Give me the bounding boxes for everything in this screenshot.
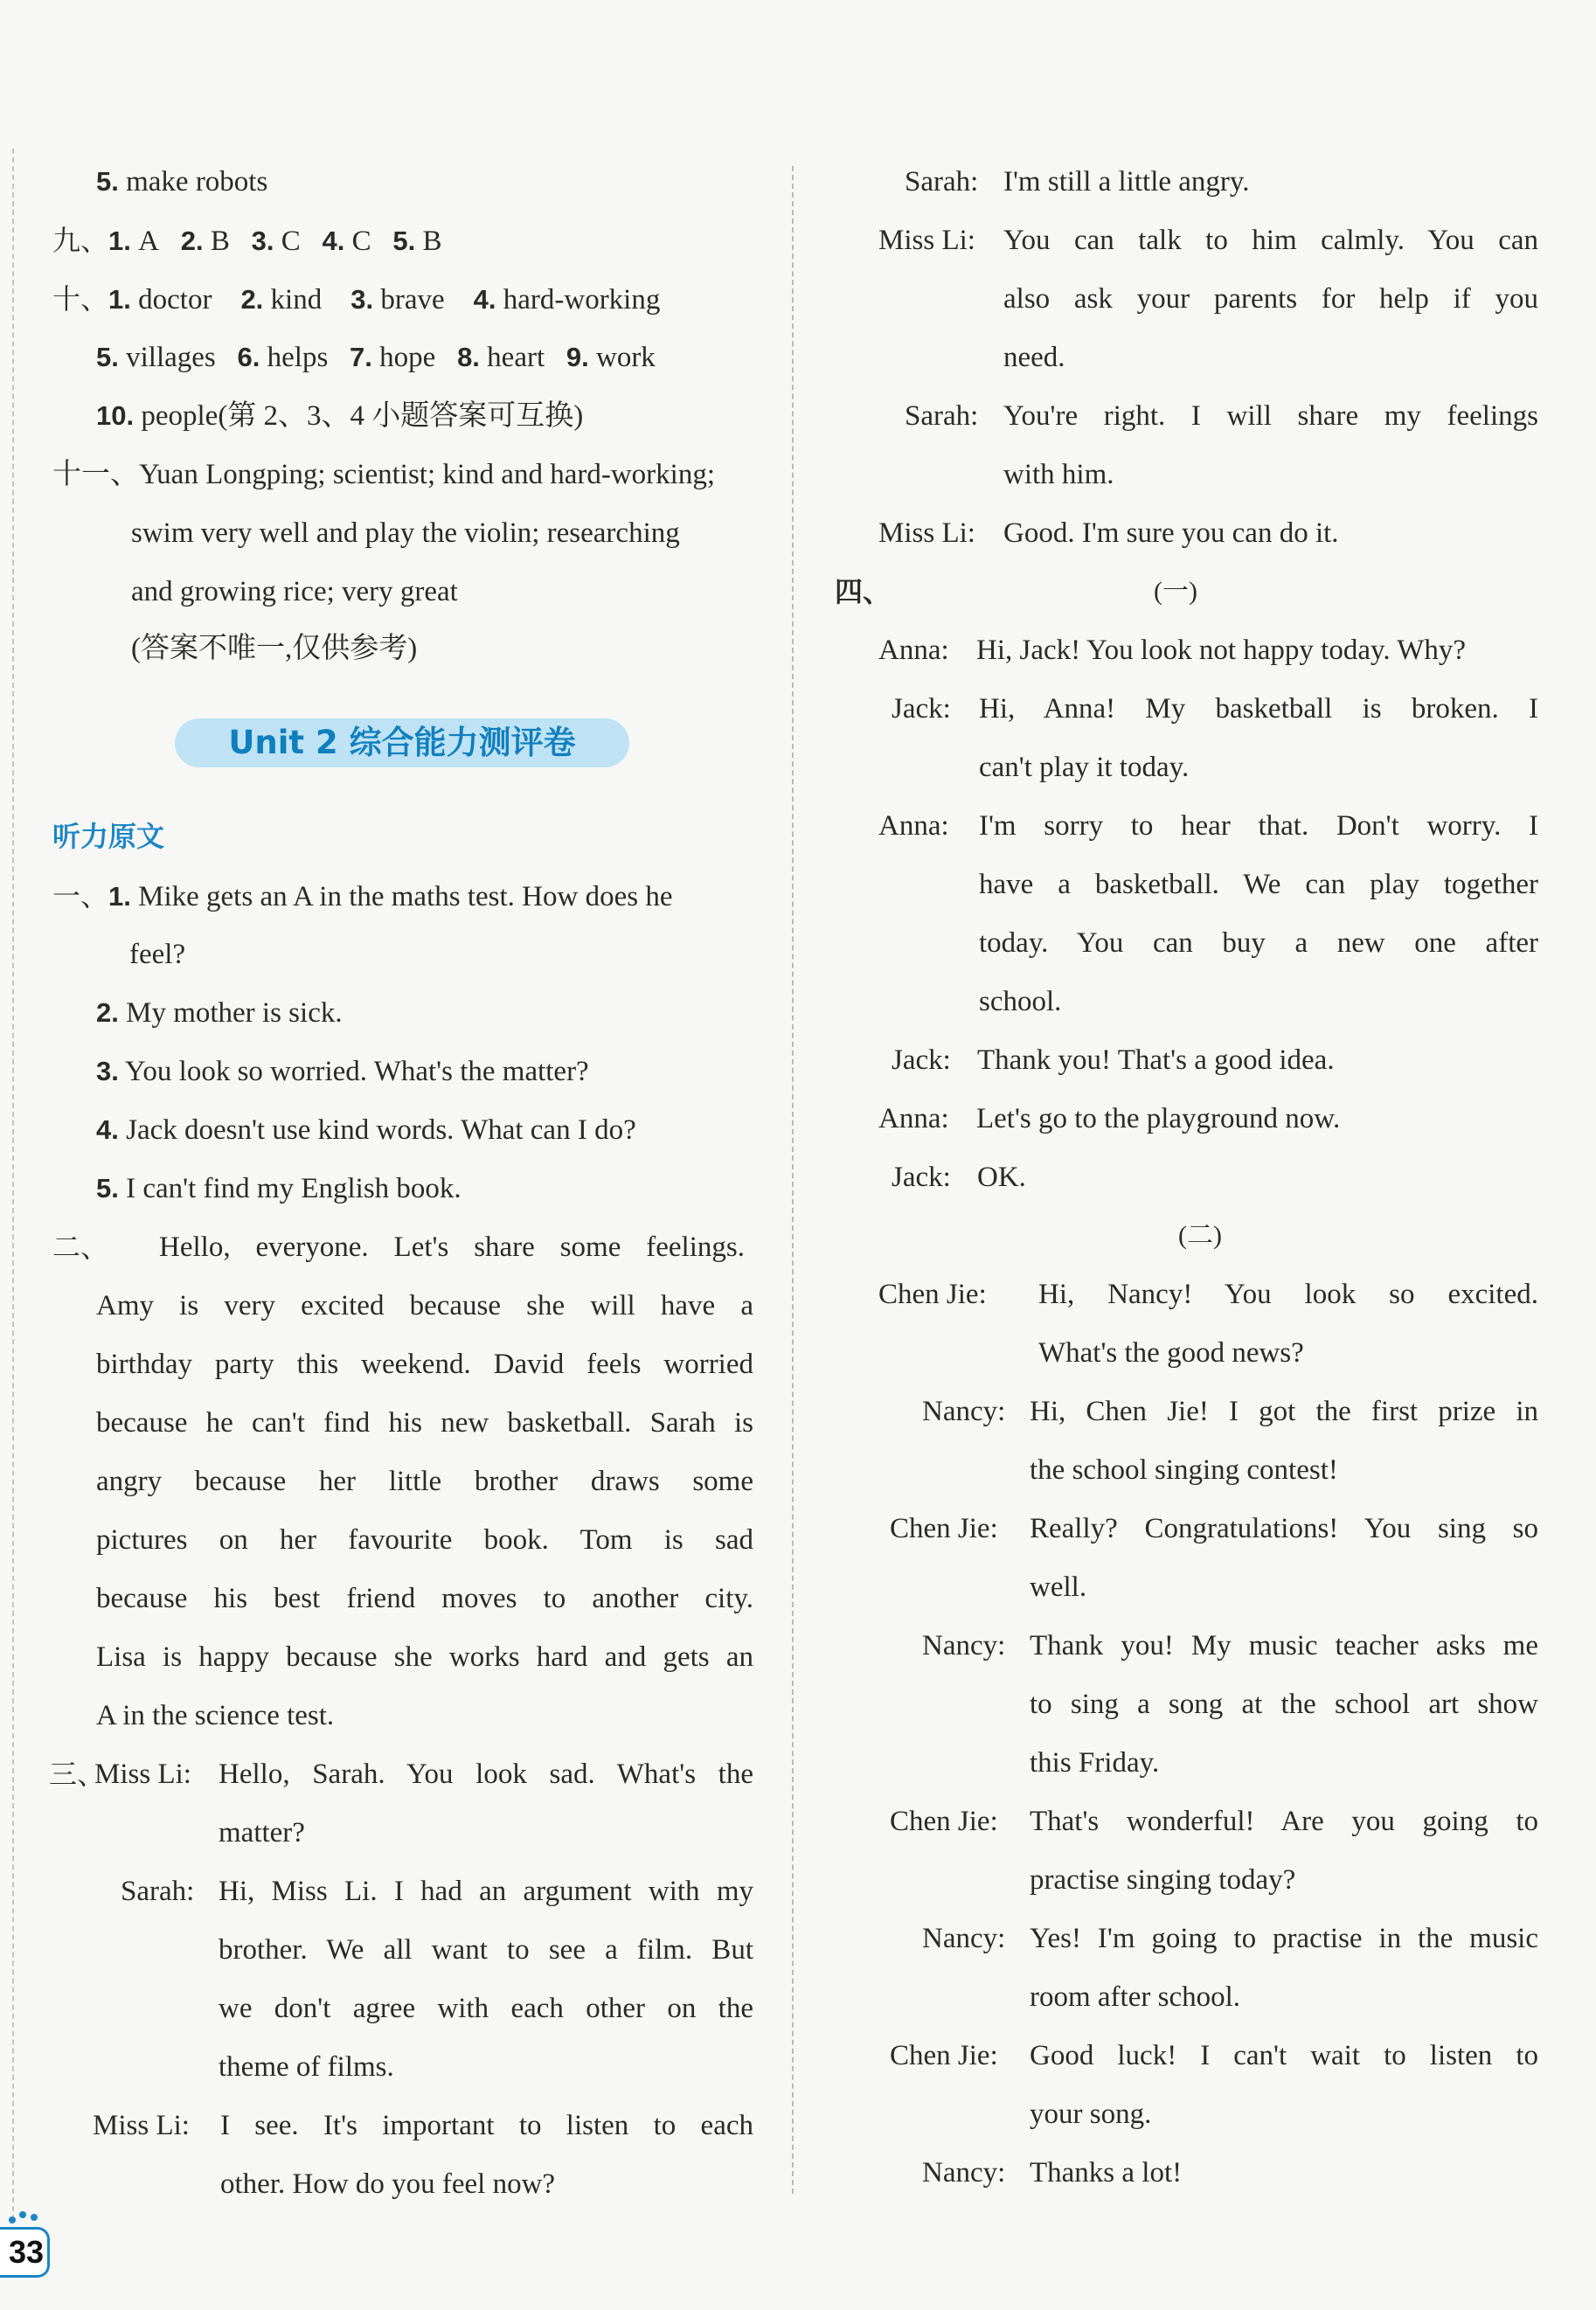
item-number: 2. bbox=[180, 225, 204, 256]
question-line bbox=[96, 1111, 636, 1149]
speaker: Miss Li: bbox=[878, 225, 975, 256]
dialogue-text: Hi, Anna! My basketball is broken. I bbox=[979, 693, 1538, 725]
dialogue-text: I'm sorry to hear that. Don't worry. I bbox=[979, 810, 1538, 842]
dialogue-line bbox=[1003, 221, 1538, 260]
dialogue-text: brother. We all want to see a film. But bbox=[219, 1934, 753, 1966]
speaker: Nancy: bbox=[922, 1396, 1006, 1427]
speaker: Miss Li: bbox=[93, 2110, 190, 2141]
dialogue-line bbox=[219, 1755, 753, 1793]
answer-line bbox=[96, 163, 267, 201]
dialogue-line: can't play it today. bbox=[979, 752, 1190, 783]
passage-text: Amy is very excited because she will have a bbox=[96, 1290, 753, 1321]
dialogue-line: room after school. bbox=[1030, 1981, 1241, 2013]
question-line: feel? bbox=[129, 939, 186, 970]
speaker: Nancy: bbox=[922, 1630, 1006, 1661]
section-marker: 四、 bbox=[835, 575, 892, 608]
dialogue-line: What's the good news? bbox=[1038, 1337, 1304, 1369]
item-number: 1. bbox=[108, 881, 131, 912]
speaker: Jack: bbox=[892, 1162, 951, 1193]
speaker: Nancy: bbox=[922, 2157, 1006, 2189]
page-number-decoration bbox=[5, 2208, 44, 2225]
speaker: Miss Li: bbox=[878, 517, 975, 549]
unit-banner: Unit 2 综合能力测评卷 bbox=[175, 718, 629, 767]
item-number: 2. bbox=[96, 997, 119, 1028]
passage-text: because he can't find his new basketball. Sarah is bbox=[96, 1407, 753, 1439]
dialogue-text: also ask your parents for help if you bbox=[1003, 283, 1538, 315]
item-number: 6. bbox=[237, 342, 260, 372]
answer-line bbox=[52, 221, 441, 260]
answer-text: B bbox=[203, 225, 230, 257]
dialogue-text: Good luck! I can't wait to listen to bbox=[1030, 2040, 1538, 2071]
dialogue-text: You're right. I will share my feelings bbox=[1003, 400, 1538, 432]
speaker: Sarah: bbox=[905, 166, 979, 198]
dialogue-line bbox=[979, 865, 1538, 904]
passage-line bbox=[96, 1345, 753, 1384]
page-number: 33 bbox=[0, 2227, 50, 2278]
item-number: 3. bbox=[251, 225, 274, 256]
dialogue-line: matter? bbox=[219, 1817, 305, 1849]
speaker: Nancy: bbox=[922, 1923, 1006, 1954]
question-line bbox=[96, 994, 343, 1032]
item-number: 10. bbox=[96, 400, 135, 431]
answer-text: C bbox=[274, 225, 301, 257]
dialogue-line bbox=[1038, 1275, 1538, 1314]
column-divider bbox=[792, 166, 794, 2194]
dialogue-line: Hi, Jack! You look not happy today. Why? bbox=[976, 635, 1467, 666]
page-edge-divider bbox=[12, 149, 14, 2220]
item-number: 1. bbox=[108, 225, 131, 256]
answer-text: make robots bbox=[118, 166, 268, 198]
answer-text: kind bbox=[263, 284, 323, 316]
answer-text: heart bbox=[479, 342, 545, 373]
speaker: Sarah: bbox=[905, 400, 979, 432]
speaker: Chen Jie: bbox=[878, 1279, 987, 1310]
dialogue-text: today. You can buy a new one after bbox=[979, 927, 1538, 959]
section-marker: 二、 bbox=[52, 1231, 109, 1264]
dialogue-line: with him. bbox=[1003, 459, 1114, 490]
speaker: Anna: bbox=[878, 1103, 949, 1134]
passage-line bbox=[96, 1521, 753, 1559]
dialogue-text: That's wonderful! Are you going to bbox=[1030, 1806, 1538, 1837]
section-marker: 一、 bbox=[52, 879, 109, 912]
dialogue-line bbox=[979, 924, 1538, 962]
item-number: 5. bbox=[96, 166, 119, 197]
question-text: Jack doesn't use kind words. What can I do? bbox=[118, 1114, 636, 1146]
dialogue-line bbox=[220, 2106, 753, 2145]
item-number: 5. bbox=[96, 342, 119, 372]
speaker: Jack: bbox=[892, 693, 951, 725]
dialogue-text: we don't agree with each other on the bbox=[219, 1993, 753, 2024]
item-number: 4. bbox=[473, 284, 496, 315]
dialogue-line bbox=[219, 1989, 753, 2028]
question-text: Mike gets an A in the maths test. How does he bbox=[130, 881, 673, 912]
dialogue-line: well. bbox=[1030, 1571, 1087, 1603]
passage-text: pictures on her favourite book. Tom is sad bbox=[96, 1524, 753, 1556]
passage-line bbox=[96, 1638, 753, 1676]
question-line bbox=[96, 1052, 589, 1091]
passage-text: Lisa is happy because she works hard and gets an bbox=[96, 1641, 753, 1673]
item-number: 5. bbox=[392, 225, 416, 256]
answer-line bbox=[96, 397, 583, 435]
dialogue-line: OK. bbox=[977, 1162, 1026, 1193]
passage-line: A in the science test. bbox=[96, 1700, 335, 1731]
answer-text: hope bbox=[371, 342, 436, 373]
speaker: Miss Li: bbox=[94, 1759, 191, 1790]
dialogue-line bbox=[1030, 1919, 1538, 1958]
passage-line bbox=[96, 1462, 753, 1501]
answer-line: 十一、Yuan Longping; scientist; kind and hard-working; bbox=[52, 459, 715, 490]
answer-text: hard-working bbox=[496, 284, 661, 316]
answer-line bbox=[96, 338, 656, 377]
dialogue-line bbox=[219, 1872, 753, 1911]
passage-line bbox=[96, 1287, 753, 1325]
dialogue-line: theme of films. bbox=[219, 2051, 394, 2083]
sub-section-title: (二) bbox=[1178, 1221, 1222, 1250]
dialogue-line bbox=[1030, 1685, 1538, 1724]
answer-line: and growing rice; very great bbox=[131, 576, 458, 607]
passage-text: birthday party this weekend. David feels worried bbox=[96, 1349, 753, 1380]
item-number: 4. bbox=[322, 225, 345, 256]
dialogue-text: have a basketball. We can play together bbox=[979, 869, 1538, 900]
dialogue-text: You can talk to him calmly. You can bbox=[1003, 225, 1538, 256]
section-marker: 十、 bbox=[52, 282, 109, 316]
answer-line: swim very well and play the violin; researching bbox=[131, 517, 680, 549]
answer-text: people(第 2、3、4 小题答案可互换) bbox=[134, 400, 584, 432]
dialogue-line: practise singing today? bbox=[1030, 1864, 1296, 1896]
answer-text: brave bbox=[373, 284, 445, 316]
question-text: You look so worried. What's the matter? bbox=[118, 1056, 589, 1087]
speaker: Chen Jie: bbox=[890, 1806, 998, 1837]
dialogue-line bbox=[1003, 397, 1538, 435]
passage-text: angry because her little brother draws some bbox=[96, 1466, 753, 1497]
item-number: 9. bbox=[566, 342, 589, 372]
speaker: Chen Jie: bbox=[890, 2040, 998, 2071]
passage-line bbox=[159, 1228, 745, 1266]
item-number: 5. bbox=[96, 1173, 119, 1204]
section-title: 听力原文 bbox=[52, 820, 165, 853]
speaker: Chen Jie: bbox=[890, 1513, 998, 1544]
dialogue-line: the school singing contest! bbox=[1030, 1454, 1338, 1486]
answer-text: helps bbox=[260, 342, 329, 373]
dialogue-text: to sing a song at the school art show bbox=[1030, 1689, 1538, 1720]
dialogue-line bbox=[219, 1931, 753, 1969]
passage-text: Hello, everyone. Let's share some feelings. bbox=[159, 1231, 745, 1263]
answer-text: B bbox=[415, 225, 442, 257]
dialogue-text: Hi, Nancy! You look so excited. bbox=[1038, 1279, 1538, 1310]
question-line bbox=[52, 877, 672, 916]
speaker: Jack: bbox=[892, 1044, 951, 1076]
question-text: My mother is sick. bbox=[118, 997, 343, 1029]
dialogue-line: need. bbox=[1003, 342, 1065, 373]
passage-text: because his best friend moves to another city. bbox=[96, 1583, 753, 1614]
item-number: 8. bbox=[457, 342, 480, 372]
answer-note: (答案不唯一,仅供参考) bbox=[131, 633, 418, 664]
item-number: 1. bbox=[108, 284, 131, 315]
item-number: 2. bbox=[240, 284, 264, 315]
question-line bbox=[96, 1169, 461, 1208]
dialogue-line bbox=[1030, 2036, 1538, 2075]
dialogue-text: Really? Congratulations! You sing so bbox=[1030, 1513, 1538, 1544]
passage-line bbox=[96, 1404, 753, 1442]
dialogue-line: your song. bbox=[1030, 2098, 1152, 2130]
section-marker: 九、 bbox=[52, 224, 109, 257]
question-text: I can't find my English book. bbox=[118, 1173, 461, 1204]
dialogue-text: Yes! I'm going to practise in the music bbox=[1030, 1923, 1538, 1954]
sub-section-title: (一) bbox=[1154, 577, 1197, 606]
answer-line bbox=[52, 280, 660, 319]
dialogue-line: Thanks a lot! bbox=[1030, 2157, 1183, 2189]
dialogue-line: this Friday. bbox=[1030, 1747, 1160, 1779]
dialogue-text: Thank you! My music teacher asks me bbox=[1030, 1630, 1538, 1661]
dialogue-line: Good. I'm sure you can do it. bbox=[1003, 517, 1339, 549]
dialogue-line bbox=[1030, 1509, 1538, 1548]
speaker: Anna: bbox=[878, 635, 949, 666]
dialogue-text: Hi, Chen Jie! I got the first prize in bbox=[1030, 1396, 1538, 1427]
dialogue-line bbox=[1030, 1392, 1538, 1431]
dialogue-line: Thank you! That's a good idea. bbox=[977, 1044, 1335, 1076]
dialogue-line bbox=[979, 807, 1538, 845]
item-number: 3. bbox=[350, 284, 374, 315]
item-number: 3. bbox=[96, 1056, 119, 1086]
item-number: 7. bbox=[350, 342, 372, 372]
dialogue-text: Hello, Sarah. You look sad. What's the bbox=[219, 1759, 753, 1790]
speaker: Anna: bbox=[878, 810, 949, 842]
answer-text: A bbox=[130, 225, 159, 257]
dialogue-line bbox=[1030, 1627, 1538, 1665]
dialogue-line: school. bbox=[979, 986, 1062, 1017]
answer-text: villages bbox=[118, 342, 216, 373]
dialogue-line: Let's go to the playground now. bbox=[976, 1103, 1341, 1134]
answer-text: work bbox=[588, 342, 656, 373]
dialogue-line bbox=[979, 690, 1538, 728]
dialogue-line: other. How do you feel now? bbox=[220, 2168, 556, 2200]
dialogue-line: I'm still a little angry. bbox=[1003, 166, 1250, 198]
dialogue-text: Hi, Miss Li. I had an argument with my bbox=[219, 1876, 753, 1907]
passage-line bbox=[96, 1579, 753, 1618]
dialogue-line bbox=[1003, 280, 1538, 318]
speaker: Sarah: bbox=[121, 1876, 195, 1907]
section-marker: 三、 bbox=[49, 1758, 106, 1791]
item-number: 4. bbox=[96, 1114, 119, 1145]
dialogue-text: I see. It's important to listen to each bbox=[220, 2110, 753, 2141]
answer-text: C bbox=[344, 225, 371, 257]
answer-text: doctor bbox=[130, 284, 212, 316]
dialogue-line bbox=[1030, 1802, 1538, 1841]
